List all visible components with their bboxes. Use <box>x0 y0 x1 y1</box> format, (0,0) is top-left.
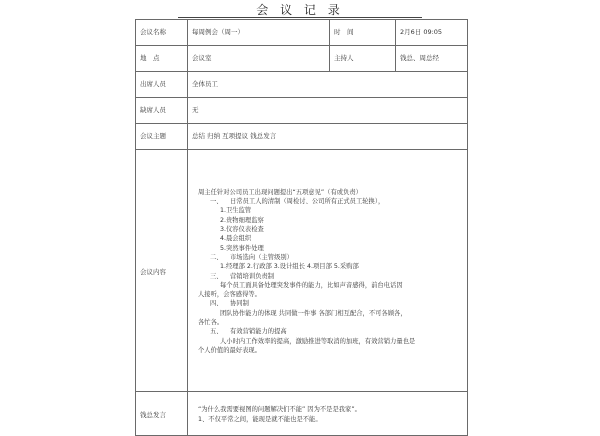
absent-value: 无 <box>188 98 468 124</box>
speech-line-2: 1、不仅平常之间，能现是就不能也是不能。 <box>198 415 322 423</box>
attendees-row <box>136 72 468 98</box>
content-cell <box>188 150 468 392</box>
content-line-text: 个人价值的最好表现。 <box>198 346 261 354</box>
content-line-number: 五、 <box>210 328 223 336</box>
content-line <box>192 244 463 253</box>
content-line <box>192 197 463 206</box>
content-line-text: 1.卫生监管 <box>220 207 252 215</box>
content-list <box>192 186 463 355</box>
speech-cell <box>188 392 468 436</box>
meeting-name-value: 每周例会（周一） <box>188 20 330 46</box>
content-line-text: 周主任针对公司员工出现问题提出“五项意见”（有或负责） <box>198 188 362 196</box>
content-line <box>192 327 463 336</box>
location-value: 会议室 <box>188 46 330 72</box>
speech-label: 钱总发言 <box>136 392 188 436</box>
content-line-text: 5.突然事件处理 <box>220 244 264 252</box>
location-row <box>136 46 468 72</box>
topic-value: 总结 归纳 互项提议 钱总发言 <box>188 124 468 150</box>
content-label: 会议内容 <box>136 150 188 392</box>
absent-row <box>136 98 468 124</box>
content-line <box>192 281 463 290</box>
document-title: 会 议 记 录 <box>256 3 344 17</box>
time-value: 2月6日 09:05 <box>396 20 468 46</box>
absent-label: 缺席人员 <box>136 98 188 124</box>
title-underline <box>178 17 422 18</box>
content-line-text: 有效营销能力的提高 <box>230 328 287 336</box>
speech-row <box>136 392 468 436</box>
speech-line-1: “为什么我需要视图的问题解决们不能” 因为不是是我家”。 <box>198 406 361 414</box>
topic-label: 会议主题 <box>136 124 188 150</box>
content-line <box>192 272 463 281</box>
content-line-text: 人接听，会客感得等。 <box>198 291 261 299</box>
content-line <box>192 253 463 262</box>
content-line-number: 三、 <box>210 272 223 280</box>
content-line-text: 每个员工面具备处理突发事件的能力，比如声音感得，前台电话因 <box>220 281 403 289</box>
content-line <box>192 216 463 225</box>
content-line <box>192 346 463 355</box>
content-line-number: 二、 <box>210 253 223 261</box>
content-line-text: 4.晨会组织 <box>220 235 252 243</box>
time-label: 时 间 <box>330 20 396 46</box>
topic-row <box>136 124 468 150</box>
location-label: 地 点 <box>136 46 188 72</box>
meeting-name-row <box>136 20 468 46</box>
content-line <box>192 225 463 234</box>
content-line-text: 人小时内工作效率的提高，激励推进等取消的加班，有效营销力量也是 <box>220 337 416 345</box>
content-line-text: 各忙各。 <box>198 318 224 326</box>
content-line <box>192 234 463 243</box>
content-line <box>192 337 463 346</box>
content-line-text: 2.贵物细理监察 <box>220 216 264 224</box>
content-line-number: 一、 <box>210 198 223 206</box>
content-row <box>136 150 468 392</box>
meeting-name-label: 会议名称 <box>136 20 188 46</box>
attendees-label: 出席人员 <box>136 72 188 98</box>
content-line-text: 营销培训负责制 <box>230 272 275 280</box>
content-line <box>192 262 463 271</box>
host-value: 钱总、周总经 <box>396 46 468 72</box>
content-line <box>192 299 463 308</box>
content-line-text: 3.仪容仪表检查 <box>220 226 264 234</box>
meeting-record-table <box>135 19 468 436</box>
content-line-number: 四、 <box>210 300 223 308</box>
content-line <box>192 309 463 318</box>
content-line-text: 协同制 <box>230 300 249 308</box>
content-line-text: 1.经理部 2.行政部 3.设计组长 4.项目部 5.采购部 <box>220 263 359 271</box>
content-line <box>192 318 463 327</box>
host-label: 主持人 <box>330 46 396 72</box>
content-line <box>192 206 463 215</box>
content-line-text: 市场选向（主管级别） <box>230 253 293 261</box>
content-line-text: 团队协作能力的体现 共同做一件事 各部门相互配合，不可各顾各， <box>220 309 407 317</box>
content-line <box>192 290 463 299</box>
attendees-value: 全体员工 <box>188 72 468 98</box>
content-line <box>192 188 463 197</box>
content-line-text: 日常员工人的清制（周检讨、公司所有正式员工轮换）， <box>230 198 385 206</box>
